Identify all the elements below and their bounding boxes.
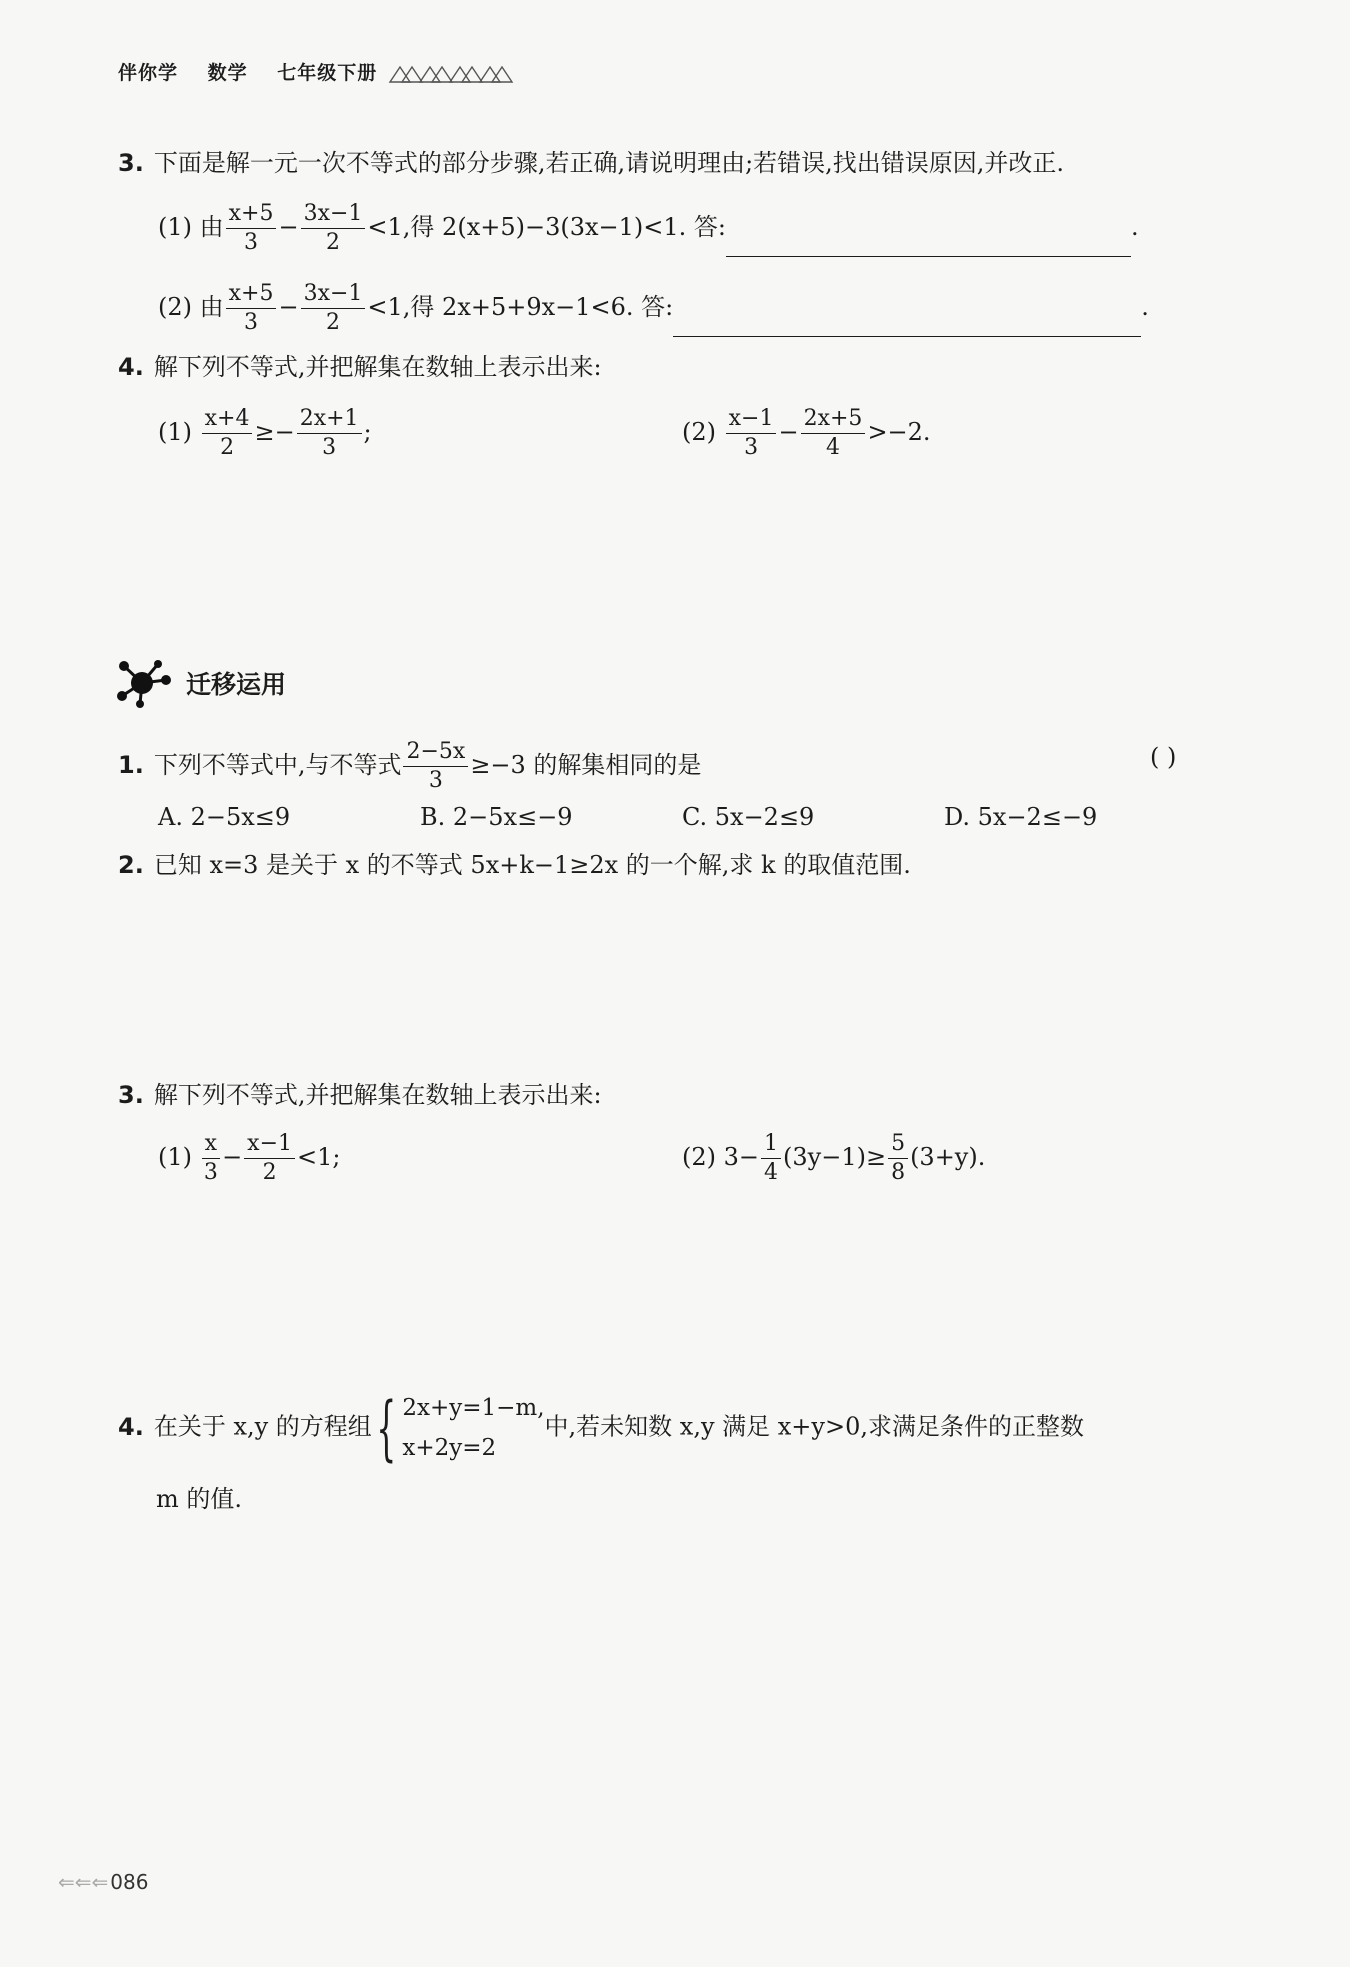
operator: − [222, 1143, 243, 1171]
t3-number: 3. [118, 1081, 144, 1109]
numerator: x−1 [244, 1130, 295, 1159]
numerator: 5 [888, 1130, 908, 1159]
q4-part1-label: (1) [158, 418, 192, 446]
t3-part1-label: (1) [158, 1143, 192, 1171]
fraction [226, 280, 277, 337]
q3-stem [118, 146, 1064, 180]
period: . [1141, 293, 1149, 321]
grade-title: 七年级下册 [277, 62, 378, 84]
operator: − [778, 418, 799, 446]
answer-paren[interactable]: ( ) [1150, 743, 1177, 771]
triangle-decoration-icon [388, 64, 528, 84]
answer-blank[interactable] [726, 228, 1131, 257]
numerator: 3x−1 [301, 200, 366, 229]
page-number: 086 [110, 1870, 149, 1894]
q3-number: 3. [118, 149, 144, 177]
numerator: x+5 [226, 200, 277, 229]
option-c[interactable]: C. 5x−2≤9 [682, 803, 815, 831]
t1-pre: 下列不等式中,与不等式 [153, 751, 402, 779]
denominator: 2 [326, 310, 340, 335]
fraction [403, 738, 468, 795]
fraction [801, 405, 866, 462]
numerator: 2x+1 [297, 405, 362, 434]
numerator: x [202, 1130, 220, 1159]
t4-stem [118, 1388, 1084, 1468]
numerator: x−1 [726, 405, 777, 434]
equation-system [402, 1388, 544, 1468]
q3-text: 下面是解一元一次不等式的部分步骤,若正确,请说明理由;若错误,找出错误原因,并改正. [153, 149, 1065, 177]
t3-stem [118, 1078, 602, 1112]
denominator: 2 [326, 230, 340, 255]
arrow-left-icon: ⇐⇐⇐ [58, 1870, 109, 1894]
q4-text: 解下列不等式,并把解集在数轴上表示出来: [153, 353, 602, 381]
q3-part2-rest: <1,得 2x+5+9x−1<6. 答: [367, 293, 674, 321]
numerator: 2−5x [403, 738, 468, 767]
period: . [1130, 213, 1139, 241]
numerator: 2x+5 [801, 405, 866, 434]
q4-part1 [158, 405, 372, 462]
brace-symbol: { [376, 1387, 397, 1469]
t1-number: 1. [118, 751, 144, 779]
fraction [226, 200, 277, 257]
t4-number: 4. [118, 1412, 144, 1441]
page-footer [58, 1870, 148, 1894]
numerator: 1 [761, 1130, 781, 1159]
denominator: 3 [744, 435, 759, 460]
answer-blank[interactable] [673, 308, 1141, 337]
numerator: x+4 [202, 405, 253, 434]
equation-1: 2x+y=1−m, [402, 1395, 545, 1421]
q3-part2-label: (2) 由 [158, 293, 224, 321]
t3-part2 [682, 1130, 985, 1187]
fraction [301, 200, 366, 257]
option-d[interactable]: D. 5x−2≤−9 [944, 803, 1098, 831]
book-title: 伴你学 [118, 62, 179, 84]
denominator: 8 [891, 1160, 906, 1185]
t4-line2: m 的值. [156, 1485, 243, 1513]
q4-part2 [682, 405, 931, 462]
fraction [297, 405, 362, 462]
page-header [118, 58, 399, 85]
denominator: 2 [220, 435, 235, 460]
fraction [301, 280, 366, 337]
q4-part2-label: (2) [682, 418, 716, 446]
q3-part1 [158, 200, 1139, 257]
denominator: 3 [428, 768, 443, 793]
q4-number: 4. [118, 353, 144, 381]
t1-post: ≥−3 的解集相同的是 [470, 751, 702, 779]
t3-part2-mid: (3y−1)≥ [783, 1143, 887, 1171]
t4-post: 中,若未知数 x,y 满足 x+y>0,求满足条件的正整数 [544, 1412, 1084, 1441]
denominator: 3 [244, 230, 259, 255]
q3-part1-label: (1) 由 [158, 213, 224, 241]
t2-number: 2. [118, 851, 144, 879]
fraction [202, 1130, 220, 1187]
fraction [726, 405, 777, 462]
t3-text: 解下列不等式,并把解集在数轴上表示出来: [153, 1081, 602, 1109]
q3-part1-rest: <1,得 2(x+5)−3(3x−1)<1. 答: [367, 213, 726, 241]
t1-stem [118, 738, 701, 795]
t3-part1 [158, 1130, 340, 1187]
semicolon: ; [363, 418, 372, 446]
fraction [202, 405, 253, 462]
t3-part1-end: <1; [297, 1143, 341, 1171]
q3-part2 [158, 280, 1149, 337]
denominator: 4 [826, 435, 841, 460]
t2-stem [118, 848, 911, 882]
denominator: 4 [764, 1160, 779, 1185]
denominator: 2 [262, 1160, 277, 1185]
denominator: 3 [244, 310, 259, 335]
operator: − [278, 213, 299, 241]
subject-title: 数学 [207, 62, 248, 84]
molecule-icon [116, 656, 174, 708]
denominator: 3 [203, 1160, 218, 1185]
numerator: x+5 [226, 280, 277, 309]
t3-part2-end: (3+y). [910, 1143, 986, 1171]
option-a[interactable]: A. 2−5x≤9 [158, 803, 291, 831]
q4-stem [118, 350, 602, 384]
equation-2: x+2y=2 [402, 1435, 497, 1461]
q4-part2-end: >−2. [867, 418, 931, 446]
t4-pre: 在关于 x,y 的方程组 [153, 1412, 372, 1441]
operator: − [278, 293, 299, 321]
operator: ≥− [254, 418, 295, 446]
option-b[interactable]: B. 2−5x≤−9 [420, 803, 573, 831]
t2-text: 已知 x=3 是关于 x 的不等式 5x+k−1≥2x 的一个解,求 k 的取值范围. [153, 851, 911, 879]
fraction [244, 1130, 295, 1187]
denominator: 3 [322, 435, 337, 460]
t3-part2-label: (2) 3− [682, 1143, 760, 1171]
numerator: 3x−1 [301, 280, 366, 309]
section-title: 迁移运用 [186, 670, 287, 699]
fraction [761, 1130, 781, 1187]
fraction [888, 1130, 908, 1187]
